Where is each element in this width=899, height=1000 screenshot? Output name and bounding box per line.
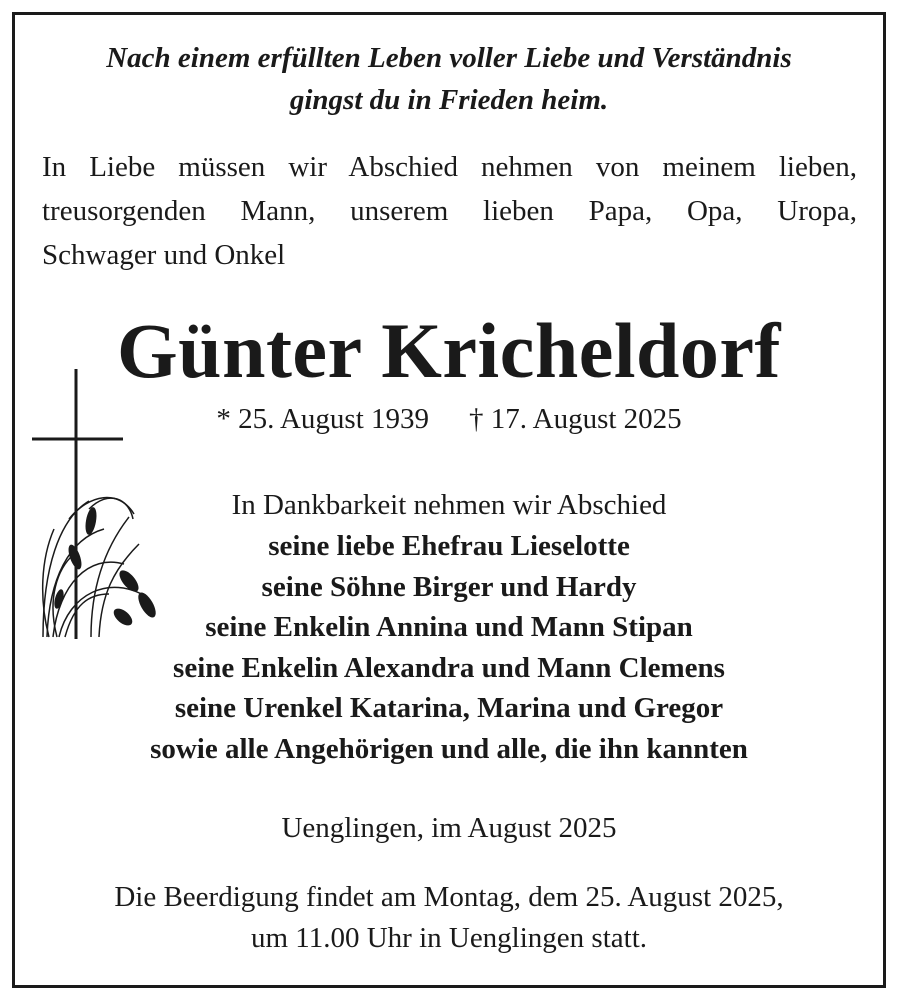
family-member: sowie alle Angehörigen und alle, die ihn kannten bbox=[150, 732, 748, 765]
family-member: seine Söhne Birger und Hardy bbox=[261, 570, 637, 603]
place-date: Uenglingen, im August 2025 bbox=[281, 812, 617, 844]
motto bbox=[15, 37, 883, 121]
family-member: seine Urenkel Katarina, Marina und Gregor bbox=[174, 692, 724, 724]
intro-text bbox=[42, 145, 857, 277]
family-member: seine liebe Ehefrau Lieselotte bbox=[268, 530, 630, 562]
funeral-line-2: um 11.00 Uhr in Uenglingen statt. bbox=[250, 922, 648, 954]
funeral-info bbox=[15, 877, 883, 959]
motto-line-1: Nach einem erfüllten Leben voller Liebe und Verständnis bbox=[106, 42, 792, 74]
thanks-line: In Dankbarkeit nehmen wir Abschied bbox=[231, 489, 667, 521]
family-member: seine Enkelin Annina und Mann Stipan bbox=[205, 611, 693, 643]
family-list bbox=[15, 526, 883, 769]
birth-date: * 25. August 1939 bbox=[216, 403, 429, 435]
death-date: † 17. August 2025 bbox=[469, 403, 682, 435]
intro-line-1: In Liebe müssen wir Abschied nehmen von meinem lieben, bbox=[42, 151, 857, 183]
obituary-notice bbox=[12, 12, 886, 988]
intro-line-2: treusorgenden Mann, unserem lieben Papa, Opa, Uropa, bbox=[42, 195, 857, 227]
deceased-name: Günter Kricheldorf bbox=[117, 307, 781, 394]
funeral-line-1: Die Beerdigung findet am Montag, dem 25. August 2025, bbox=[114, 881, 784, 913]
family-member: seine Enkelin Alexandra und Mann Clemens bbox=[173, 651, 725, 684]
intro-line-3: Schwager und Onkel bbox=[42, 239, 286, 271]
motto-line-2: gingst du in Frieden heim. bbox=[289, 84, 609, 116]
